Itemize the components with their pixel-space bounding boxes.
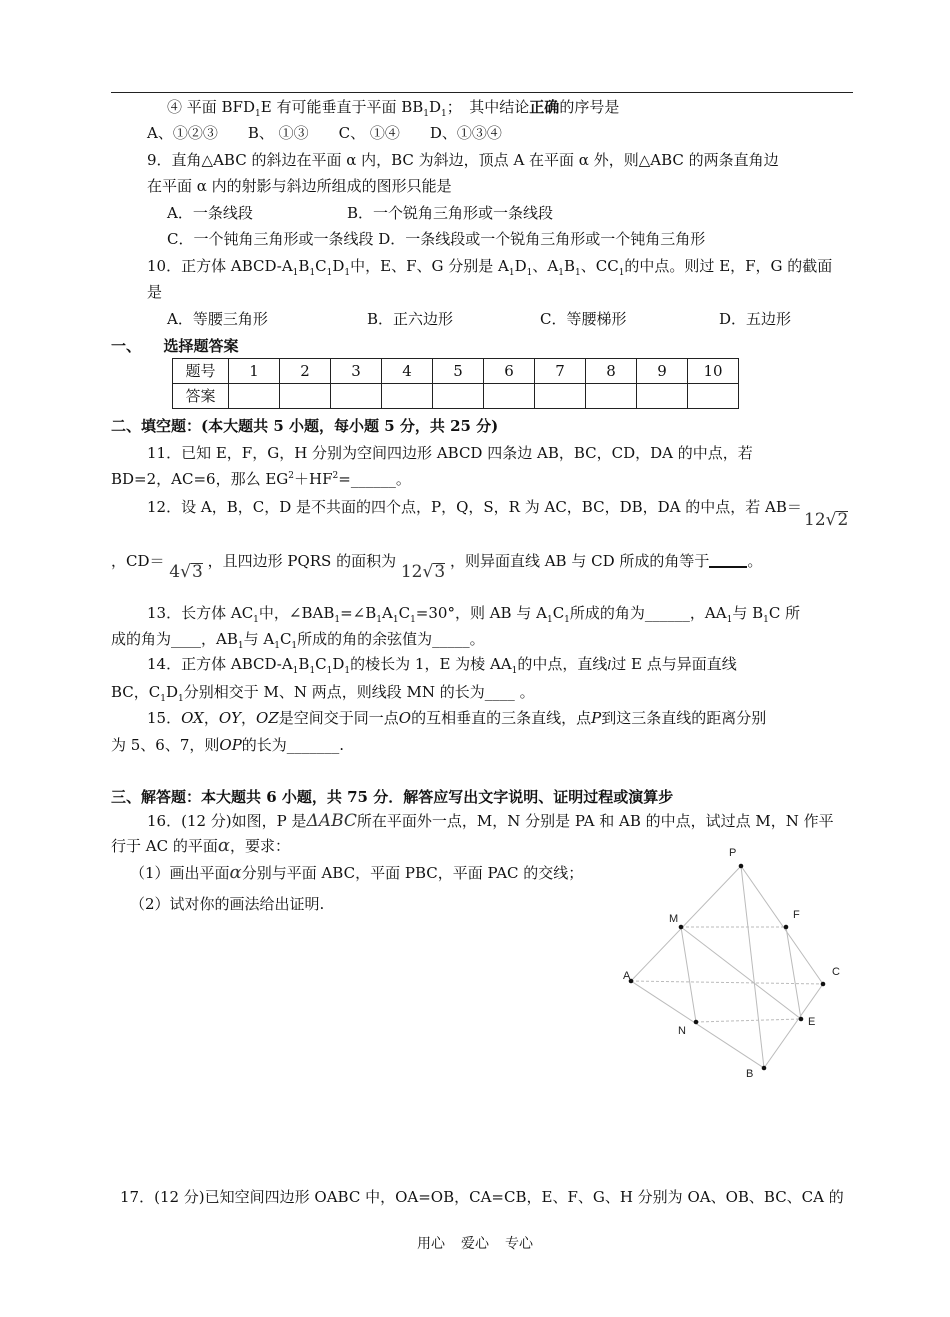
text: 13．长方体 AC xyxy=(147,604,254,622)
q9-option-a: A．一条线段 xyxy=(167,204,253,222)
table-cell: 题号 xyxy=(173,359,229,384)
answer-cell[interactable] xyxy=(688,384,739,409)
text: α xyxy=(229,862,242,883)
text: C xyxy=(279,630,292,648)
text: A xyxy=(382,604,393,622)
text: =∠B xyxy=(340,604,377,622)
q10-line2: 是 xyxy=(147,283,163,301)
q16-line2 xyxy=(111,836,290,856)
text: 分别与平面 ABC，平面 PBC，平面 PAC 的交线； xyxy=(241,864,584,882)
text: 。 xyxy=(747,552,763,570)
q16-line1 xyxy=(147,811,834,831)
text: 12 xyxy=(400,562,423,582)
label-a: A xyxy=(623,970,631,982)
text: 10．正方体 ABCD-A xyxy=(147,257,293,275)
text: C 所 xyxy=(768,604,801,622)
text: 、CC xyxy=(580,257,619,275)
edge-pc xyxy=(741,866,823,984)
text: ，要求： xyxy=(230,837,291,855)
text: 的中点，直线 xyxy=(517,655,608,673)
table-cell: 5 xyxy=(433,359,484,384)
point-p xyxy=(739,864,744,869)
edge-ab xyxy=(631,981,764,1068)
q16-item2: （2）试对你的画法给出证明. xyxy=(130,895,325,913)
text: 4 xyxy=(169,562,181,582)
text: OY xyxy=(218,709,242,727)
q14-line1: 14．正方体 ABCD-$A_1B_1C_1D_1$的棱长为 1，E 为棱 $AA_1$的中点，直线l过 E 点与异面直线 xyxy=(147,655,737,676)
edge-me xyxy=(681,927,801,1019)
q11-line1: 11．已知 E，F，G，H 分别为空间四边形 ABCD 四条边 AB，BC，CD，DA 的中点，若 xyxy=(147,444,753,462)
table-cell: 1 xyxy=(229,359,280,384)
text: ，CD＝ xyxy=(111,552,165,570)
answer-cell[interactable] xyxy=(382,384,433,409)
text: O xyxy=(398,709,412,727)
text: 中，E、F、G 分别是 A xyxy=(350,257,509,275)
point-f xyxy=(784,925,789,930)
section2-title: 二、填空题：(本大题共 5 小题，每小题 5 分，共 25 分) xyxy=(111,417,499,435)
text: 15． xyxy=(147,709,182,727)
answer-table xyxy=(172,358,739,409)
sqrt-icon: √ xyxy=(180,562,191,582)
answer-cell[interactable] xyxy=(229,384,280,409)
text: 的互相垂直的三条直线，点 xyxy=(411,709,592,727)
text: 为 5、6、7，则 xyxy=(111,736,220,754)
text: α xyxy=(217,835,231,856)
answer-blank[interactable] xyxy=(709,552,747,568)
table-cell: 6 xyxy=(484,359,535,384)
answer-cell[interactable] xyxy=(331,384,382,409)
section1-title: 一、 选择题答案 xyxy=(111,337,239,355)
text: 过 E 点与异面直线 xyxy=(611,655,737,673)
text: 与 A xyxy=(243,630,275,648)
q14-line2: BC，$C_1D_1$分别相交于 M、N 两点，则线段 MN 的长为____ 。 xyxy=(111,683,535,704)
footer-text: 专心 xyxy=(505,1236,533,1252)
q13-line1: 13．长方体 $AC_1$中，$\angle BAB_1=\angle B_1A_1C_1=30^\circ$，则 AB 与 $A_1C_1$所成的角为______，$AA_1$与 $B_1C$ 所 xyxy=(147,604,801,625)
label-f: F xyxy=(793,909,800,921)
point-c xyxy=(821,982,826,987)
text: 的长为_______. xyxy=(241,736,345,754)
geometry-figure xyxy=(600,835,860,1085)
q15-line2 xyxy=(111,735,344,755)
point-m xyxy=(679,925,684,930)
table-cell: 3 xyxy=(331,359,382,384)
answer-cell[interactable] xyxy=(280,384,331,409)
page-footer xyxy=(0,1233,950,1253)
text: C xyxy=(398,604,411,622)
text: ，则异面直线 AB 与 CD 所成的角等于 xyxy=(449,552,710,570)
text: P xyxy=(591,709,602,727)
edge-ac xyxy=(631,981,823,984)
label-c: C xyxy=(832,966,840,978)
label-e: E xyxy=(808,1016,816,1028)
text: BC，C xyxy=(111,683,161,701)
text: =30°，则 AB 与 A xyxy=(415,604,547,622)
q9-option-b: B．一个锐角三角形或一条线段 xyxy=(347,204,554,222)
footer-text: 用心 xyxy=(417,1236,445,1252)
point-n xyxy=(694,1020,699,1025)
q10-option-d: D．五边形 xyxy=(719,310,792,328)
q9-line1: 9．直角△ABC 的斜边在平面 α 内，BC 为斜边，顶点 A 在平面 α 外，则△ABC 的两条直角边 xyxy=(147,151,779,169)
table-cell: 8 xyxy=(586,359,637,384)
text: 正确 xyxy=(529,98,560,116)
text: 中，∠BAB xyxy=(258,604,335,622)
sqrt-icon: √ xyxy=(825,510,837,530)
label-b: B xyxy=(746,1068,754,1080)
text: 3 xyxy=(434,562,446,582)
text: （1）画出平面 xyxy=(130,864,230,882)
point-b xyxy=(762,1066,767,1071)
q12-line2 xyxy=(111,551,763,582)
table-cell: 4 xyxy=(382,359,433,384)
label-p: P xyxy=(729,847,737,859)
point-e xyxy=(799,1017,804,1022)
table-cell: 答案 xyxy=(173,384,229,409)
edge-pa xyxy=(631,866,741,981)
q9-options-cd: C．一个钝角三角形或一条线段 D．一条线段或一个锐角三角形或一个钝角三角形 xyxy=(167,230,706,248)
table-row xyxy=(173,359,739,384)
text: 成的角为____，AB xyxy=(111,630,238,648)
table-cell: 7 xyxy=(535,359,586,384)
text: ； 其中结论 xyxy=(446,98,530,116)
q15-line1: 15．OX，OY，OZ是空间交于同一点O的互相垂直的三条直线，点P到这三条直线的距离分别 xyxy=(147,709,767,727)
text: 、A xyxy=(532,257,559,275)
label-n: N xyxy=(678,1025,686,1037)
q10-option-b: B．正六边形 xyxy=(367,310,454,328)
text: 的棱长为 1，E 为棱 AA xyxy=(350,655,512,673)
q10-option-a: A．等腰三角形 xyxy=(167,310,268,328)
text: 16．(12 分)如图，P 是 xyxy=(147,812,307,830)
text: OP xyxy=(219,736,242,754)
q11-line2: BD=2，AC=6，那么 $EG^2+HF^2=\_\_\_\_\_\_$。 xyxy=(111,470,411,488)
q8-choices: A、①②③ B、 ①③ C、 ①④ D、①③④ xyxy=(147,124,502,142)
q10-line1: 10．正方体 ABCD-$A_1B_1C_1D_1$中，E、F、G 分别是 $A_1D_1$、$A_1B_1$、$CC_1$的中点。则过 E，F，G 的截面 xyxy=(147,257,833,278)
label-m: M xyxy=(669,913,679,925)
text: 的中点。则过 E，F，G 的截面 xyxy=(624,257,833,275)
table-cell: 9 xyxy=(637,359,688,384)
text: C xyxy=(552,604,565,622)
figure-edges xyxy=(631,866,823,1068)
text: 行于 AC 的平面 xyxy=(111,837,218,855)
text: OX xyxy=(181,709,204,727)
text: D xyxy=(166,683,179,701)
answer-cell[interactable] xyxy=(484,384,535,409)
answer-cell[interactable] xyxy=(637,384,688,409)
text: 所在平面外一点，M，N 分别是 PA 和 AB 的中点，试过点 M，N 作平 xyxy=(356,812,834,830)
text: 2 xyxy=(837,510,849,530)
text: OZ xyxy=(256,709,279,727)
text: 3 xyxy=(191,562,203,582)
text: 所成的角为______，AA xyxy=(569,604,727,622)
text: 14．正方体 ABCD-A xyxy=(147,655,293,673)
q9-line2: 在平面 α 内的射影与斜边所组成的图形只能是 xyxy=(147,177,452,195)
header-rule xyxy=(111,92,853,93)
text: E 有可能垂直于平面 BB xyxy=(260,98,424,116)
answer-cell[interactable] xyxy=(433,384,484,409)
footer-text: 爱心 xyxy=(461,1236,489,1252)
q10-option-c: C．等腰梯形 xyxy=(540,310,627,328)
edge-mn xyxy=(681,927,696,1022)
edge-pb xyxy=(741,866,764,1068)
q16-item1 xyxy=(130,863,583,883)
text: ΔABC xyxy=(306,811,357,831)
sqrt-icon: √ xyxy=(422,562,434,582)
figure-points xyxy=(629,864,826,1071)
text: 与 B xyxy=(732,604,764,622)
table-row xyxy=(173,384,739,409)
q8-option4: ④ 平面 $BFD_1E$ 有可能垂直于平面 $BB_1D_1$； 其中结论正确的序号是 xyxy=(167,98,620,119)
text: 12 xyxy=(804,510,826,530)
answer-cell[interactable] xyxy=(586,384,637,409)
answer-cell[interactable] xyxy=(535,384,586,409)
q12-cd-value xyxy=(169,562,203,582)
text: ，且四边形 PQRS 的面积为 xyxy=(207,552,397,570)
q12-area-value xyxy=(401,562,445,582)
q13-line2: 成的角为____，$AB_1$与 $A_1C_1$所成的角的余弦值为_____。 xyxy=(111,630,485,651)
text: BD=2，AC=6，那么 EG xyxy=(111,470,289,488)
text: l xyxy=(607,658,612,672)
edge-ne xyxy=(696,1019,801,1022)
q12-ab-value xyxy=(804,510,848,530)
q17-line1: 17．(12 分)已知空间四边形 OABC 中，OA=OB，CA=CB，E、F、G、H 分别为 OA、OB、BC、CA 的 xyxy=(120,1188,844,1206)
table-cell: 10 xyxy=(688,359,739,384)
q12-line1: 12．设 A，B，C，D 是不共面的四个点，P，Q，S，R 为 AC，BC，DB，DA 的中点，若 AB＝ xyxy=(147,498,802,516)
section3-title: 三、解答题：本大题共 6 小题，共 75 分．解答应写出文字说明、证明过程或演算步 xyxy=(111,788,674,806)
text: ④ 平面 BFD xyxy=(167,98,255,116)
text: ＋HF xyxy=(294,470,333,488)
table-cell: 2 xyxy=(280,359,331,384)
text: =______。 xyxy=(338,470,411,488)
text: 到这三条直线的距离分别 xyxy=(601,709,767,727)
text: 所成的角的余弦值为_____。 xyxy=(297,630,485,648)
text: 的序号是 xyxy=(559,98,620,116)
text: 分别相交于 M、N 两点，则线段 MN 的长为____ 。 xyxy=(183,683,535,701)
text: 是空间交于同一点 xyxy=(278,709,399,727)
